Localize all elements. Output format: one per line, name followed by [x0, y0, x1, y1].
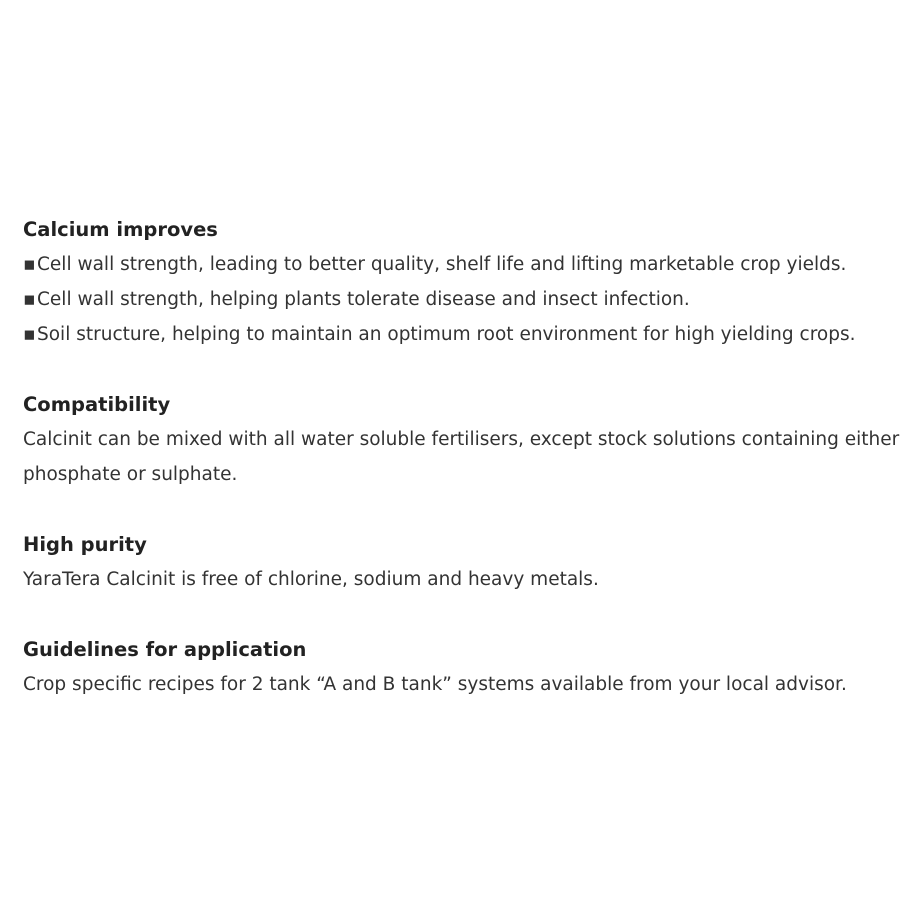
list-item: [23, 247, 913, 282]
section-text: YaraTera Calcinit is free of chlorine, sodium and heavy metals.: [23, 569, 599, 590]
section-text: Calcinit can be mixed with all water soluble fertilisers, except stock solutions containing either phosphate or sulphate.: [23, 429, 900, 485]
bullet-icon: ▪: [23, 254, 36, 275]
section-heading: High purity: [23, 533, 147, 556]
list-item-text: Soil structure, helping to maintain an optimum root environment for high yielding crops.: [37, 324, 856, 345]
section-heading: Compatibility: [23, 393, 171, 416]
section-guidelines: [23, 632, 913, 702]
section-heading: Calcium improves: [23, 218, 218, 241]
list-item-text: Cell wall strength, leading to better quality, shelf life and lifting marketable crop yields.: [37, 254, 847, 275]
section-calcium-improves: [23, 212, 913, 352]
bullet-icon: ▪: [23, 289, 36, 310]
section-high-purity: [23, 527, 913, 597]
section-compatibility: [23, 387, 913, 492]
list-item-text: Cell wall strength, helping plants tolerate disease and insect infection.: [37, 289, 690, 310]
list-item: [23, 282, 913, 317]
product-description: [23, 212, 913, 737]
bullet-icon: ▪: [23, 324, 36, 345]
section-text: Crop specific recipes for 2 tank “A and B tank” systems available from your local advisor.: [23, 674, 847, 695]
list-item: [23, 317, 913, 352]
section-heading: Guidelines for application: [23, 638, 307, 661]
